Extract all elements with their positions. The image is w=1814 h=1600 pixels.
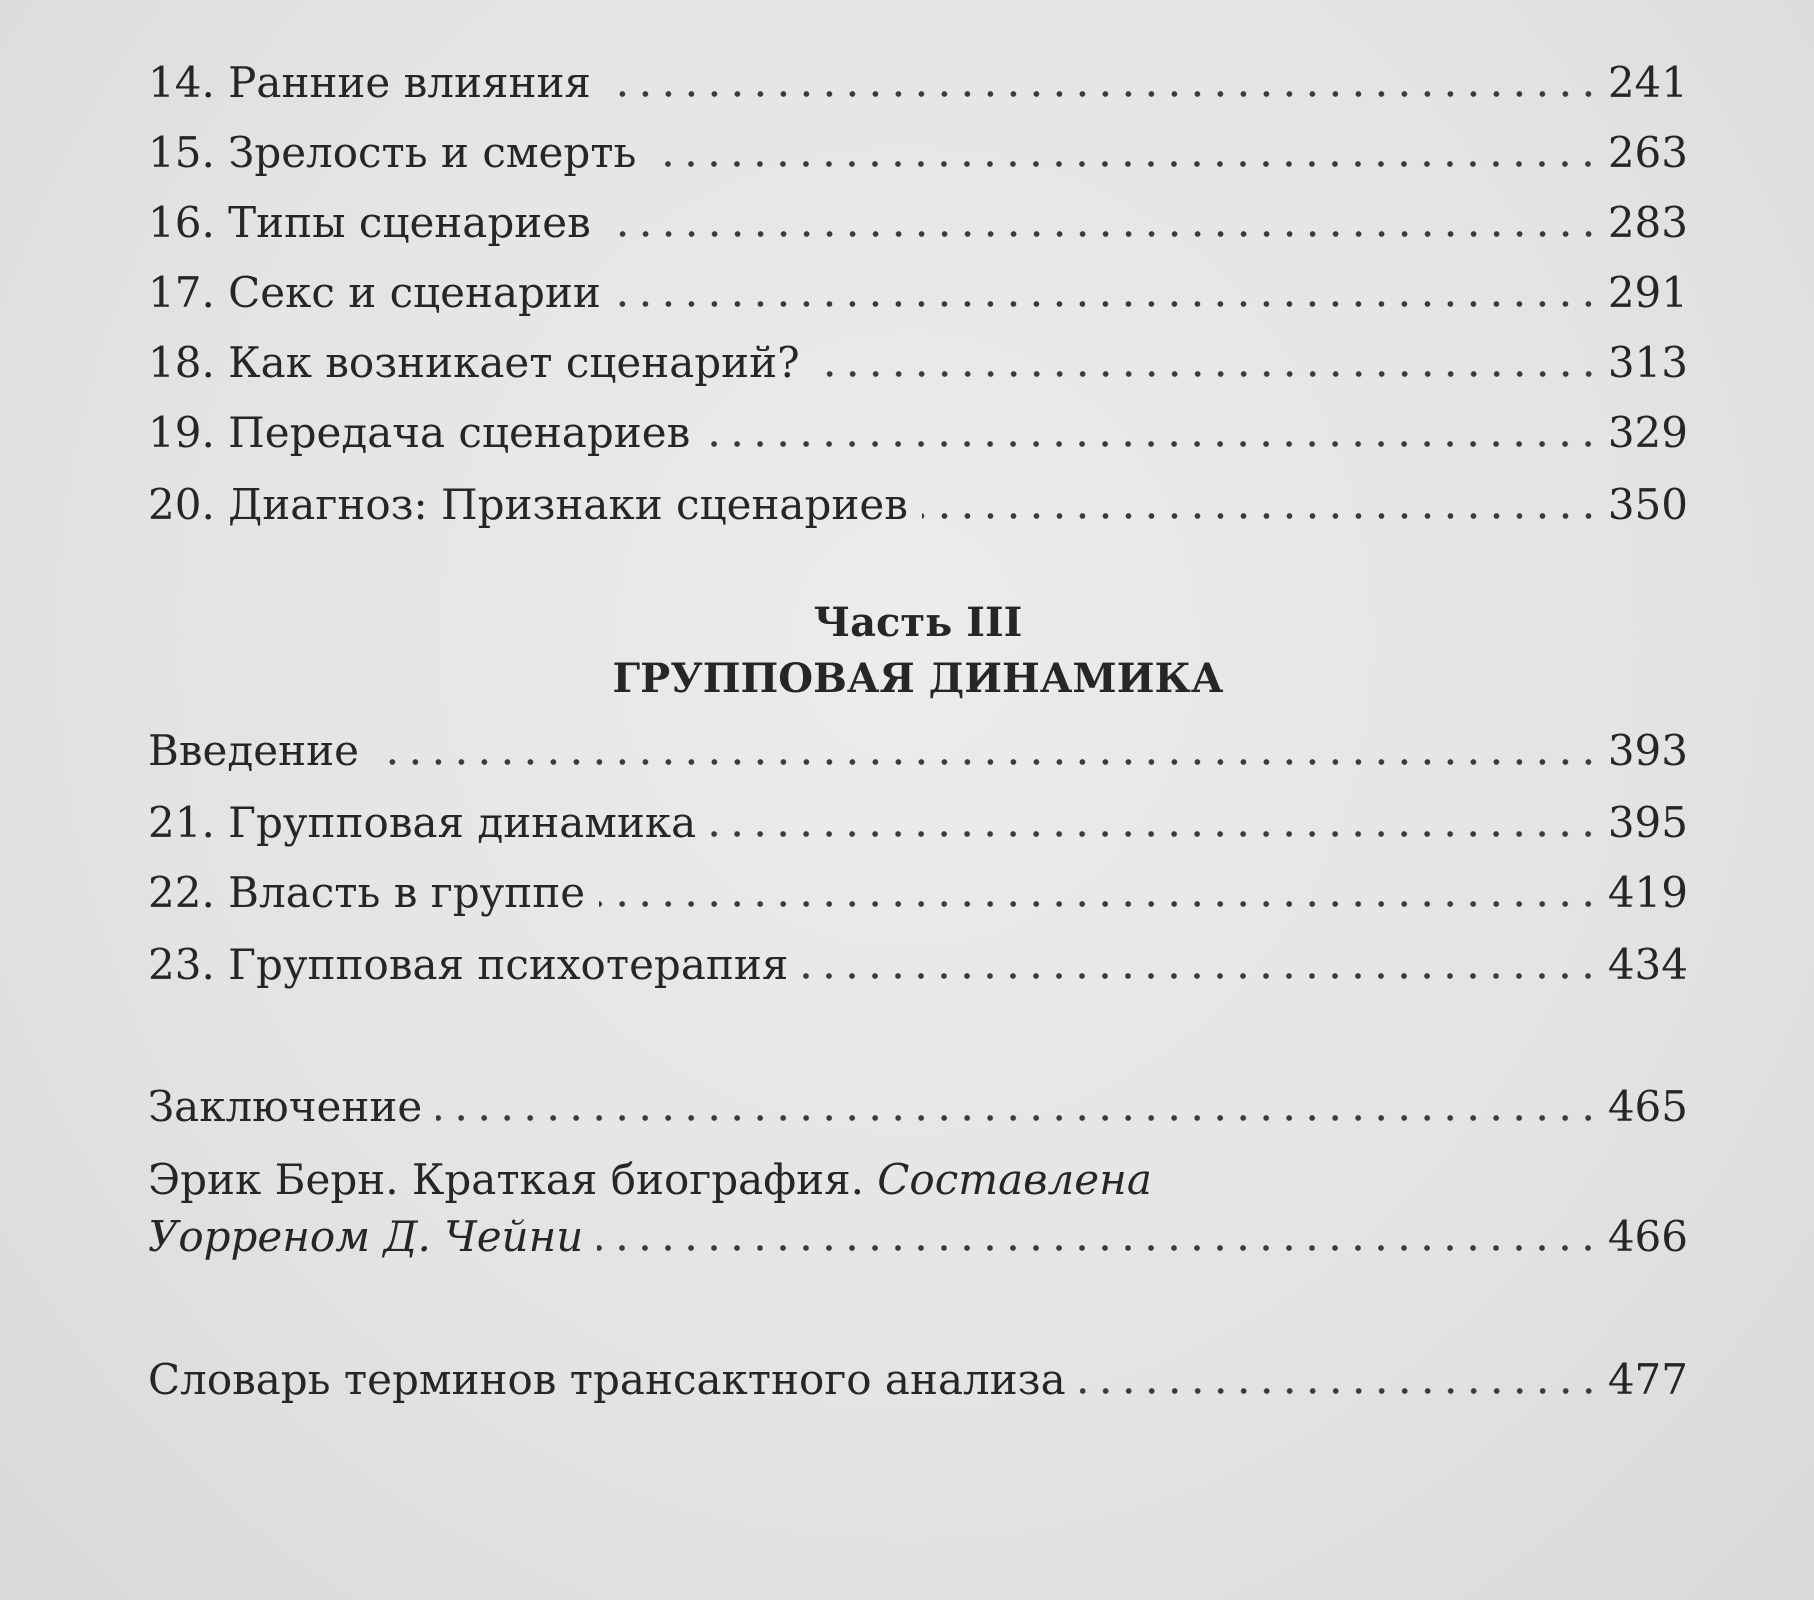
toc-entry-title: 17. Секс и сценарии <box>148 268 601 317</box>
dot-leader <box>1080 1381 1600 1401</box>
dot-leader <box>615 294 1600 314</box>
dot-leader <box>802 966 1599 986</box>
toc-entry-chapter-17[interactable] <box>148 258 1688 328</box>
toc-entry-conclusion[interactable] <box>148 1072 1688 1142</box>
toc-entry-title: 19. Передача сценариев <box>148 408 691 457</box>
dot-leader <box>922 506 1600 526</box>
toc-entry-chapter-21[interactable] <box>148 788 1688 858</box>
toc-entry-chapter-14[interactable] <box>148 48 1688 118</box>
dot-leader <box>814 364 1600 384</box>
toc-entry-page: 329 <box>1607 408 1688 457</box>
toc-entry-title: 16. Типы сценариев <box>148 198 591 247</box>
dot-leader <box>599 894 1600 914</box>
toc-entry-chapter-19[interactable] <box>148 398 1688 468</box>
toc-entry-title: 21. Групповая динамика <box>148 798 697 847</box>
toc-entry-page: 350 <box>1607 480 1688 529</box>
dot-leader <box>704 434 1600 454</box>
part-title: ГРУППОВАЯ ДИНАМИКА <box>612 655 1224 702</box>
dot-leader <box>710 824 1600 844</box>
toc-entry-page: 477 <box>1607 1355 1688 1404</box>
toc-entry-title: Заключение <box>148 1082 423 1131</box>
toc-entry-chapter-23[interactable] <box>148 930 1688 1000</box>
toc-entry-page: 434 <box>1607 940 1688 989</box>
toc-entry-credit: Составлена <box>877 1155 1152 1204</box>
toc-entry-chapter-22[interactable] <box>148 858 1688 928</box>
part-label: Часть III <box>813 599 1023 646</box>
toc-entry-introduction[interactable] <box>148 716 1688 786</box>
toc-entry-credit-name: Уорреном Д. Чейни <box>148 1212 584 1261</box>
toc-entry-chapter-18[interactable] <box>148 328 1688 398</box>
toc-entry-biography[interactable] <box>148 1202 1688 1272</box>
toc-entry-title: Словарь терминов трансактного анализа <box>148 1355 1066 1404</box>
toc-entry-title: 20. Диагноз: Признаки сценариев <box>148 480 908 529</box>
toc-entry-title: Эрик Берн. Краткая биография. <box>148 1155 864 1204</box>
toc-entry-page: 241 <box>1607 58 1688 107</box>
toc-entry-page: 419 <box>1607 868 1688 917</box>
toc-entry-page: 466 <box>1607 1212 1688 1261</box>
dot-leader <box>650 154 1599 174</box>
toc-entry-page: 263 <box>1607 128 1688 177</box>
toc-entry-title: 14. Ранние влияния <box>148 58 591 107</box>
toc-entry-title: 23. Групповая психотерапия <box>148 940 789 989</box>
toc-entry-title: 18. Как возникает сценарий? <box>148 338 800 387</box>
toc-entry-title: 15. Зрелость и смерть <box>148 128 637 177</box>
toc-entry-page: 395 <box>1607 798 1688 847</box>
dot-leader <box>605 84 1600 104</box>
toc-entry-page: 313 <box>1607 338 1688 387</box>
toc-entry-biography-line1[interactable] <box>148 1150 1152 1210</box>
toc-entry-page: 291 <box>1607 268 1688 317</box>
dot-leader <box>605 224 1600 244</box>
toc-entry-chapter-15[interactable] <box>148 118 1688 188</box>
toc-entry-chapter-16[interactable] <box>148 188 1688 258</box>
toc-entry-title: Введение <box>148 726 359 775</box>
toc-entry-page: 283 <box>1607 198 1688 247</box>
toc-entry-title: 22. Власть в группе <box>148 868 586 917</box>
dot-leader <box>373 752 1600 772</box>
toc-entry-chapter-20[interactable] <box>148 470 1688 540</box>
dot-leader <box>597 1238 1600 1258</box>
toc-entry-glossary[interactable] <box>148 1345 1688 1415</box>
toc-entry-page: 465 <box>1607 1082 1688 1131</box>
toc-entry-page: 393 <box>1607 726 1688 775</box>
dot-leader <box>436 1108 1600 1128</box>
